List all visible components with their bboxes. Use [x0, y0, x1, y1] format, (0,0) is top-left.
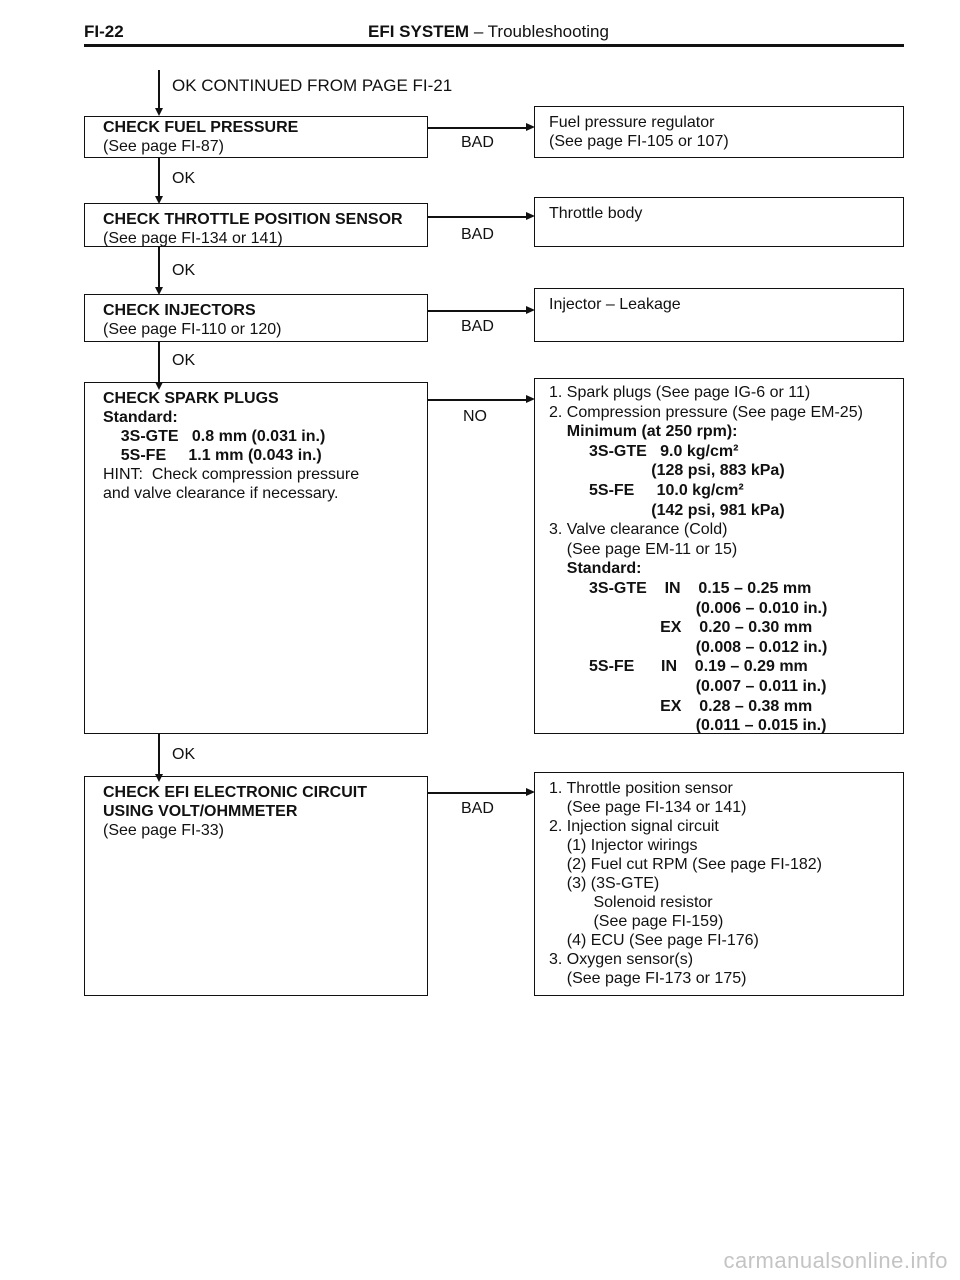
ok-connector [158, 342, 160, 382]
result-text: Injector – Leakage [549, 296, 681, 313]
compression-spec: Minimum (at 250 rpm): 3S-GTE 9.0 kg/cm² (128 psi, 883 kPa) 5S-FE 10.0 kg/cm² (142 psi, 981 kPa) [566, 423, 785, 519]
check-spark-plugs-box [84, 382, 428, 734]
no-connector [428, 399, 526, 401]
entry-connector [158, 70, 160, 108]
system-name: EFI SYSTEM [368, 22, 470, 41]
bad-label: BAD [461, 226, 494, 243]
check-ref: (See page FI-87) [103, 138, 224, 155]
result-text: Fuel pressure regulator (See page FI-105 or 107) [549, 114, 729, 150]
bad-connector [428, 216, 526, 218]
spark-plug-results-box [534, 378, 904, 734]
entry-arrow [155, 108, 163, 116]
check-efi-electronic-circuit-box [84, 776, 428, 996]
bad-label: BAD [461, 800, 494, 817]
check-title: CHECK INJECTORS [103, 302, 256, 319]
valve-clearance-spec: Standard: 3S-GTE IN 0.15 – 0.25 mm (0.006 – 0.010 in.) EX 0.20 – 0.30 mm (0.008 – 0.012 in.) 5S-FE IN 0.19 – 0.29 mm (0.007 – 0.011 in.) EX 0.28 – 0.38 mm (0.011 – 0.015 in.) [566, 560, 828, 735]
bad-label: BAD [461, 318, 494, 335]
electronic-circuit-results-box [534, 772, 904, 996]
valve-clearance-text: 3. Valve clearance (Cold) (See page EM-11 or 15) [549, 521, 738, 558]
check-ref: (See page FI-33) [103, 822, 224, 839]
bad-connector [428, 310, 526, 312]
watermark: carmanualsonline.info [723, 1248, 948, 1273]
injector-leakage-box [534, 288, 904, 342]
check-hint: HINT: Check compression pressure and valve clearance if necessary. [103, 466, 360, 502]
ok-label: OK [172, 352, 196, 369]
result-text: 1. Throttle position sensor (See page FI-134 or 141) 2. Injection signal circuit (1) Injector wirings (2) Fuel cut RPM (See page FI-182) (3) (3S-GTE) Solenoid resistor (See page FI-159) (4) ECU (See page FI-176) 3. Oxygen sensor(s) (See page FI-173 or 175) [549, 780, 822, 987]
header-rule [84, 44, 904, 47]
check-title: CHECK THROTTLE POSITION SENSOR [103, 211, 403, 228]
check-ref: (See page FI-110 or 120) [103, 321, 282, 338]
result-text: 1. Spark plugs (See page IG-6 or 11) 2. Compression pressure (See page EM-25) [549, 384, 863, 421]
check-injectors-box [84, 294, 428, 342]
ok-connector [158, 247, 160, 287]
throttle-body-box [534, 197, 904, 247]
ok-connector [158, 734, 160, 774]
ok-label: OK [172, 262, 196, 279]
bad-label: BAD [461, 134, 494, 151]
check-title: CHECK SPARK PLUGS [103, 390, 279, 407]
bad-connector [428, 127, 526, 129]
ok-connector [158, 158, 160, 196]
bad-connector [428, 792, 526, 794]
ok-label: OK [172, 746, 196, 763]
check-fuel-pressure-box [84, 116, 428, 158]
fuel-pressure-regulator-box [534, 106, 904, 158]
page-title [368, 22, 609, 42]
check-ref: (See page FI-134 or 141) [103, 230, 283, 247]
check-title: CHECK FUEL PRESSURE [103, 119, 299, 136]
entry-label: OK CONTINUED FROM PAGE FI-21 [172, 76, 453, 95]
page-code: FI-22 [84, 22, 124, 41]
section-name: – Troubleshooting [473, 22, 609, 41]
spark-plug-standard: Standard: 3S-GTE 0.8 mm (0.031 in.) 5S-FE 1.1 mm (0.043 in.) [103, 409, 326, 464]
check-throttle-position-sensor-box [84, 203, 428, 247]
result-text: Throttle body [549, 205, 643, 222]
no-label: NO [463, 408, 487, 425]
ok-label: OK [172, 170, 196, 187]
check-title: CHECK EFI ELECTRONIC CIRCUIT USING VOLT/OHMMETER [103, 784, 367, 820]
